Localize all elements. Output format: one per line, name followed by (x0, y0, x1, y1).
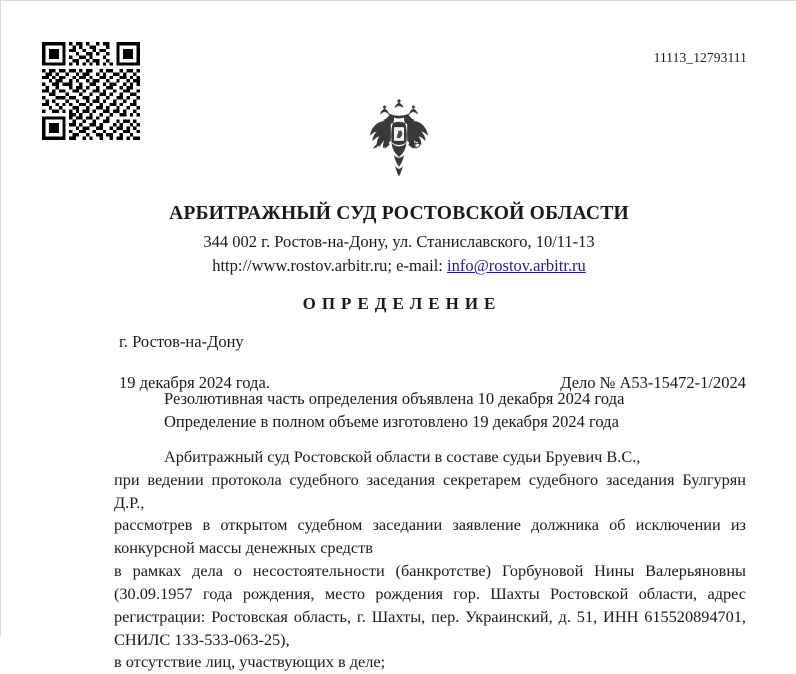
city-label: г. Ростов-на-Дону (119, 332, 244, 351)
document-id: 11113_12793111 (653, 50, 747, 65)
announcement-block (164, 387, 754, 434)
full-text-made-line: Определение в полном объеме изготовлено 19 декабря 2024 года (164, 412, 619, 432)
court-email-link[interactable]: info@rostov.arbitr.ru (447, 256, 586, 276)
document-date: 19 декабря 2024 года. (119, 373, 270, 392)
page-title: ОПРЕДЕЛЕНИЕ (302, 294, 502, 313)
russian-coat-of-arms-icon (1, 99, 796, 186)
body-paragraph-subject: рассмотрев в открытом судебном заседании заявление должника об исключении из конкурсной массы денежных средств (114, 515, 746, 558)
body-paragraph-secretary: при ведении протокола судебного заседания секретарем судебного заседания Булгурян Д.Р., (114, 469, 746, 512)
resolution-announced-line: Резолютивная часть определения объявлена 10 декабря 2024 года (164, 389, 625, 408)
body-paragraph-absence: в отсутствие лиц, участвующих в деле; (114, 652, 386, 672)
case-number: Дело № А53-15472-1/2024 (560, 373, 746, 392)
court-name: АРБИТРАЖНЫЙ СУД РОСТОВСКОЙ ОБЛАСТИ (169, 203, 629, 224)
body-paragraph-debtor: в рамках дела о несостоятельности (банкротстве) Горбуновой Нины Валерьяновны (30.09.1957 года рождения, место рождения гор. Шахты Ростовской области, адрес регистрации: Ростовская область, г. Шахты, пер. Украинский, д. 51, ИНН 615520894701, СНИЛС 133-533-063-25), (114, 561, 746, 649)
court-contacts (1, 255, 796, 277)
court-header (1, 201, 796, 277)
court-address: 344 002 г. Ростов-на-Дону, ул. Станиславского, 10/11-13 (203, 232, 595, 252)
document-body (114, 446, 746, 674)
document-meta (119, 332, 746, 393)
body-paragraph-judge: Арбитражный суд Ростовской области в составе судьи Бруевич В.С., (164, 447, 641, 466)
court-website: http://www.rostov.arbitr.ru; e-mail: (212, 256, 447, 276)
